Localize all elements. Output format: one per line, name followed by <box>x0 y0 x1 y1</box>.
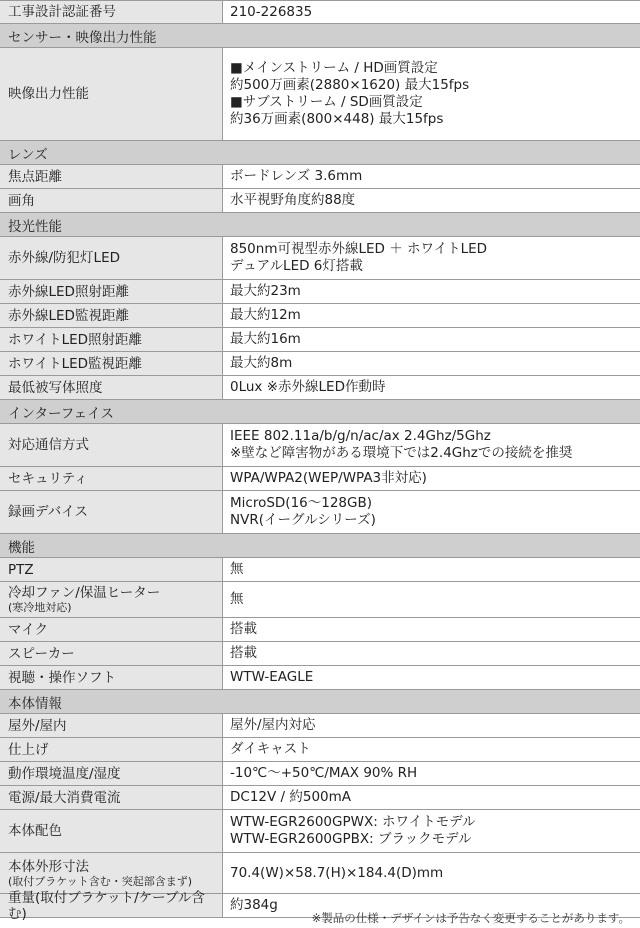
spec-label <box>0 491 223 533</box>
spec-value-line: 最大約23m <box>230 283 301 299</box>
spec-value-line: 搭載 <box>230 645 257 661</box>
footnote: ※製品の仕様・デザインは予告なく変更することがあります。 <box>311 911 630 925</box>
spec-value-line: 0Lux ※赤外線LED作動時 <box>230 379 386 395</box>
spec-row <box>0 714 640 738</box>
spec-row <box>0 786 640 810</box>
spec-value-line: NVR(イーグルシリーズ) <box>230 512 376 528</box>
spec-label-text: ホワイトLED照射距離 <box>8 331 143 348</box>
spec-row <box>0 424 640 467</box>
spec-label-text: 重量(取付ブラケット/ケーブル含む) <box>8 889 205 922</box>
spec-value <box>223 762 640 785</box>
spec-value <box>223 582 640 617</box>
spec-label-text: 録画デバイス <box>8 504 89 520</box>
spec-label-text: スピーカー <box>8 645 75 662</box>
spec-value-line: DC12V / 約500mA <box>230 789 352 805</box>
spec-value-line: MicroSD(16～128GB) <box>230 495 373 511</box>
spec-value <box>223 491 640 533</box>
spec-row <box>0 328 640 352</box>
spec-label <box>0 328 223 351</box>
spec-row <box>0 618 640 642</box>
spec-value <box>223 786 640 809</box>
spec-label-text: 屋外/屋内 <box>8 717 67 734</box>
spec-row <box>0 280 640 304</box>
spec-label <box>0 853 223 893</box>
spec-value <box>223 642 640 665</box>
spec-value-line: ※壁など障害物がある環境下では2.4Ghzでの接続を推奨 <box>230 445 573 461</box>
spec-row <box>0 189 640 213</box>
spec-value-line: 約36万画素(800×448) 最大15fps <box>230 111 444 127</box>
spec-label-text: 電源/最大消費電流 <box>8 789 121 806</box>
spec-row <box>0 666 640 690</box>
spec-value <box>223 304 640 327</box>
section-title: 機能 <box>0 534 640 557</box>
spec-value <box>223 376 640 399</box>
spec-value <box>223 618 640 641</box>
spec-value <box>223 48 640 140</box>
spec-label <box>0 376 223 399</box>
spec-label <box>0 582 223 617</box>
spec-row <box>0 853 640 894</box>
spec-value-line: 70.4(W)×58.7(H)×184.4(D)mm <box>230 864 444 881</box>
spec-value-line: ボードレンズ 3.6mm <box>230 168 363 184</box>
spec-sublabel: (寒冷地対応) <box>8 601 72 614</box>
spec-label-text: 赤外線/防犯灯LED <box>8 250 120 266</box>
spec-value-line: ■サブストリーム / SD画質設定 <box>230 94 423 110</box>
section-title: レンズ <box>0 141 640 164</box>
section-title: インターフェイス <box>0 400 640 423</box>
spec-label <box>0 237 223 279</box>
spec-label <box>0 666 223 689</box>
spec-label <box>0 738 223 761</box>
spec-value <box>223 328 640 351</box>
spec-value-line: 最大約8m <box>230 355 293 371</box>
spec-label <box>0 424 223 466</box>
spec-row <box>0 582 640 618</box>
spec-row <box>0 642 640 666</box>
spec-label <box>0 558 223 581</box>
spec-label-text: マイク <box>8 621 48 638</box>
spec-value-line: 約384g <box>230 897 278 913</box>
spec-row <box>0 762 640 786</box>
spec-label-text: 冷却ファン/保温ヒーター <box>8 585 161 601</box>
spec-label-text: 本体配色 <box>8 823 62 839</box>
spec-row <box>0 491 640 534</box>
spec-label <box>0 1 223 23</box>
spec-label-text: 本体外形寸法 <box>8 858 89 875</box>
spec-row <box>0 304 640 328</box>
spec-value <box>223 558 640 581</box>
spec-label-text: 対応通信方式 <box>8 437 89 453</box>
spec-label <box>0 810 223 852</box>
spec-row <box>0 738 640 762</box>
spec-value <box>223 1 640 23</box>
spec-value-line: ■メインストリーム / HD画質設定 <box>230 60 438 76</box>
section-title: センサー・映像出力性能 <box>0 24 640 47</box>
spec-label-text: 視聴・操作ソフト <box>8 669 116 686</box>
spec-label <box>0 304 223 327</box>
spec-row <box>0 467 640 491</box>
spec-label <box>0 280 223 303</box>
section-title: 投光性能 <box>0 213 640 236</box>
spec-value <box>223 467 640 490</box>
spec-value-line: IEEE 802.11a/b/g/n/ac/ax 2.4Ghz/5Ghz <box>230 428 491 444</box>
spec-value-line: WTW-EAGLE <box>230 669 314 685</box>
spec-value-line: -10℃～+50℃/MAX 90% RH <box>230 765 418 781</box>
spec-value-line: 屋外/屋内対応 <box>230 717 316 733</box>
spec-label <box>0 48 223 140</box>
spec-value-line: WPA/WPA2(WEP/WPA3非対応) <box>230 470 427 486</box>
spec-value <box>223 237 640 279</box>
spec-label <box>0 165 223 188</box>
spec-row <box>0 810 640 853</box>
spec-label <box>0 889 223 922</box>
spec-value <box>223 666 640 689</box>
spec-sublabel: (取付ブラケット含む・突起部含まず) <box>8 874 193 888</box>
section-header <box>0 24 640 48</box>
section-header <box>0 534 640 558</box>
spec-row <box>0 0 640 24</box>
spec-label-text: 工事設計認証番号 <box>8 4 116 20</box>
spec-label <box>0 352 223 375</box>
spec-value-line: 最大約16m <box>230 331 301 347</box>
spec-value-line: 850nm可視型赤外線LED ＋ ホワイトLED <box>230 241 488 257</box>
spec-value-line: WTW-EGR2600GPBX: ブラックモデル <box>230 831 472 847</box>
spec-value-line: 無 <box>230 591 244 607</box>
spec-label <box>0 714 223 737</box>
spec-label-text: 画角 <box>8 192 35 209</box>
spec-label <box>0 762 223 785</box>
spec-value-line: 最大約12m <box>230 307 301 323</box>
section-title: 本体情報 <box>0 690 640 713</box>
spec-label <box>0 618 223 641</box>
spec-label <box>0 189 223 212</box>
spec-value-line: 水平視野角度約88度 <box>230 192 356 208</box>
spec-label <box>0 642 223 665</box>
spec-row <box>0 48 640 141</box>
spec-value <box>223 738 640 761</box>
spec-label-text: 仕上げ <box>8 741 49 758</box>
spec-label-text: 赤外線LED監視距離 <box>8 307 129 324</box>
spec-row <box>0 165 640 189</box>
spec-label <box>0 467 223 490</box>
section-header <box>0 400 640 424</box>
spec-value <box>223 853 640 893</box>
section-header <box>0 690 640 714</box>
spec-value <box>223 189 640 212</box>
spec-label-text: ホワイトLED監視距離 <box>8 355 143 372</box>
spec-value-line: WTW-EGR2600GPWX: ホワイトモデル <box>230 814 476 830</box>
spec-value-line: デュアルLED 6灯搭載 <box>230 258 363 274</box>
spec-value-line: 搭載 <box>230 621 257 637</box>
spec-row <box>0 376 640 400</box>
spec-value <box>223 810 640 852</box>
spec-value <box>223 280 640 303</box>
spec-label-text: 赤外線LED照射距離 <box>8 283 129 300</box>
section-header <box>0 213 640 237</box>
spec-label-text: 動作環境温度/湿度 <box>8 765 121 782</box>
spec-label-text: 最低被写体照度 <box>8 379 103 396</box>
spec-value <box>223 714 640 737</box>
spec-value-line: ダイキャスト <box>230 741 311 757</box>
spec-value-line: 約500万画素(2880×1620) 最大15fps <box>230 77 470 93</box>
spec-row <box>0 352 640 376</box>
spec-value-line: 無 <box>230 561 244 577</box>
spec-label-text: セキュリティ <box>8 470 88 487</box>
spec-value <box>223 424 640 466</box>
spec-label-text: 映像出力性能 <box>8 86 89 102</box>
spec-label-text: PTZ <box>8 561 34 578</box>
spec-value-line: 210-226835 <box>230 3 313 20</box>
spec-label <box>0 786 223 809</box>
spec-row <box>0 558 640 582</box>
spec-value <box>223 352 640 375</box>
spec-row <box>0 237 640 280</box>
section-header <box>0 141 640 165</box>
spec-value <box>223 165 640 188</box>
spec-label-text: 焦点距離 <box>8 168 62 185</box>
